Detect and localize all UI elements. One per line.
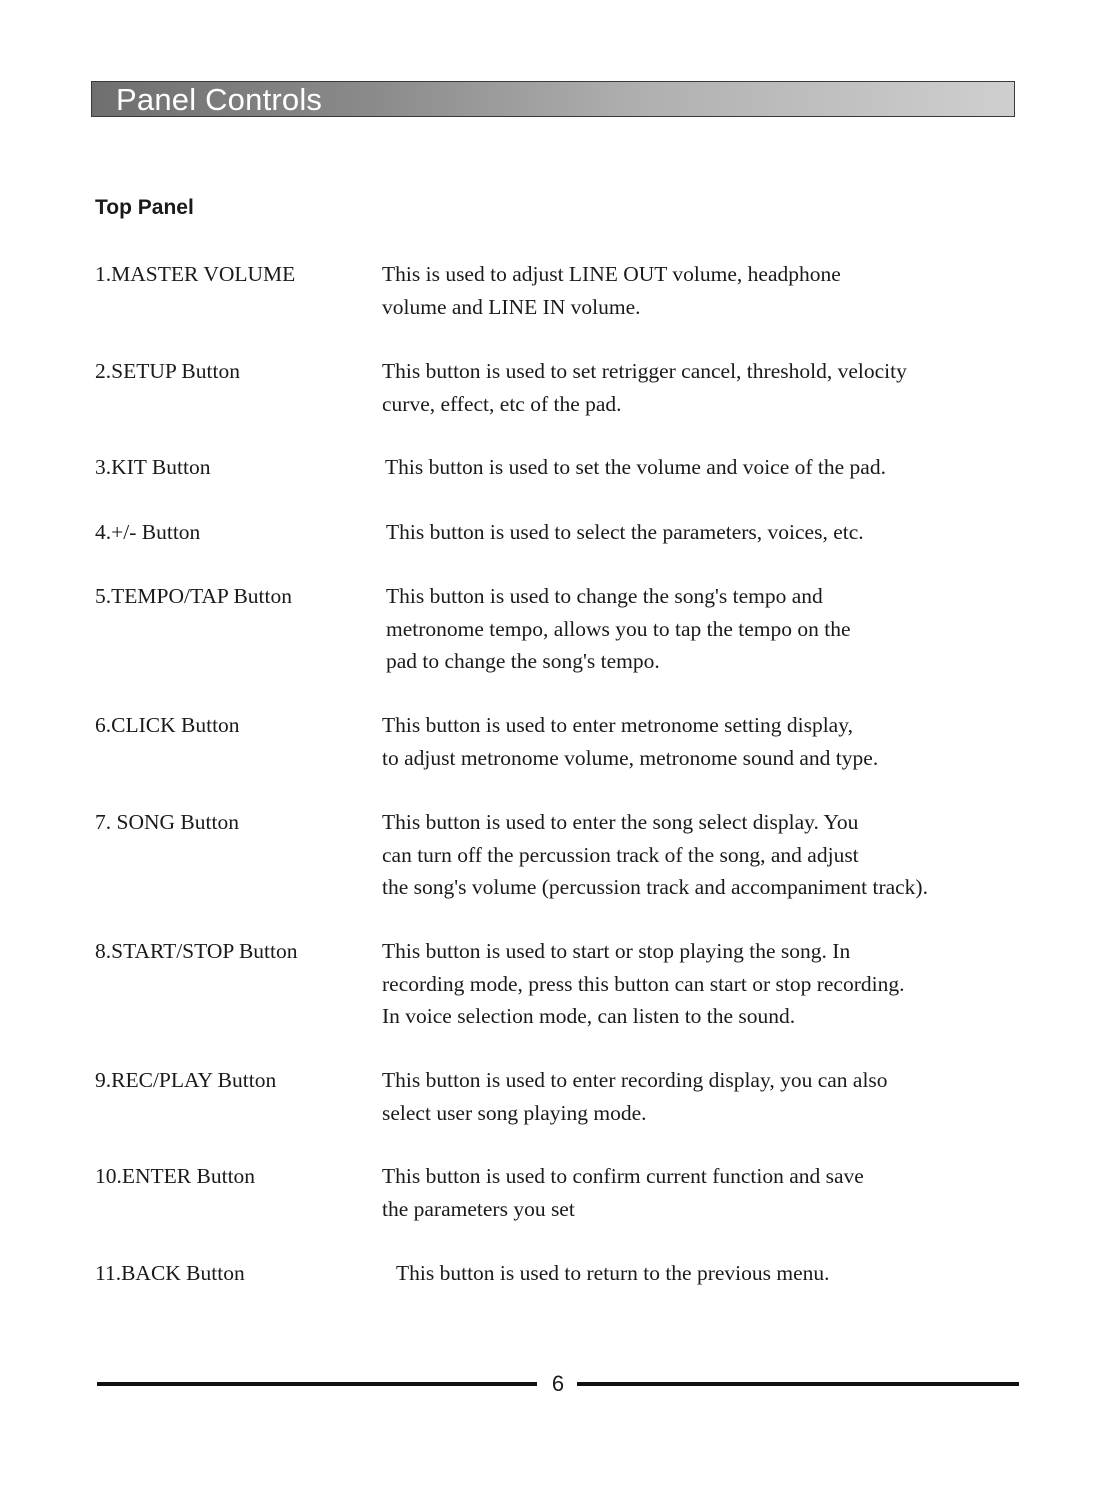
control-label: 10.ENTER Button: [95, 1164, 256, 1188]
control-description: This is used to adjust LINE OUT volume, headphone volume and LINE IN volume.: [382, 262, 841, 319]
control-label: 2.SETUP Button: [95, 359, 240, 383]
control-description: This button is used to change the song's tempo and metronome tempo, allows you to tap the tempo on the pad to change the song's tempo.: [386, 584, 851, 673]
control-label: 6.CLICK Button: [95, 713, 240, 737]
footer-rule-right: [577, 1382, 1019, 1386]
control-description: This button is used to start or stop playing the song. In recording mode, press this button can start or stop recording. In voice selection mode, can listen to the sound.: [382, 939, 905, 1028]
control-description: This button is used to set the volume and voice of the pad.: [385, 455, 886, 479]
control-description: This button is used to select the parameters, voices, etc.: [386, 520, 864, 544]
control-label: 4.+/- Button: [95, 520, 201, 544]
control-description: This button is used to enter metronome setting display, to adjust metronome volume, metronome sound and type.: [382, 713, 879, 770]
control-description: This button is used to enter recording display, you can also select user song playing mode.: [382, 1068, 888, 1125]
control-description: This button is used to enter the song select display. You can turn off the percussion track of the song, and adjust the song's volume (percussion track and accompaniment track).: [382, 810, 928, 899]
control-description: This button is used to return to the previous menu.: [396, 1261, 830, 1285]
control-label: 3.KIT Button: [95, 455, 211, 479]
control-description: This button is used to confirm current function and save the parameters you set: [382, 1164, 864, 1221]
subheading-top-panel: Top Panel: [95, 196, 194, 219]
control-label: 5.TEMPO/TAP Button: [95, 584, 292, 608]
section-title: Panel Controls: [116, 82, 323, 117]
control-description: This button is used to set retrigger cancel, threshold, velocity curve, effect, etc of the pad.: [382, 359, 907, 416]
control-label: 1.MASTER VOLUME: [95, 262, 296, 286]
footer-rule-left: [97, 1382, 537, 1386]
control-label: 11.BACK Button: [95, 1261, 245, 1285]
control-label: 9.REC/PLAY Button: [95, 1068, 277, 1092]
section-banner: [91, 81, 1015, 117]
control-label: 7. SONG Button: [95, 810, 239, 834]
control-label: 8.START/STOP Button: [95, 939, 298, 963]
page-number: 6: [551, 1371, 565, 1396]
